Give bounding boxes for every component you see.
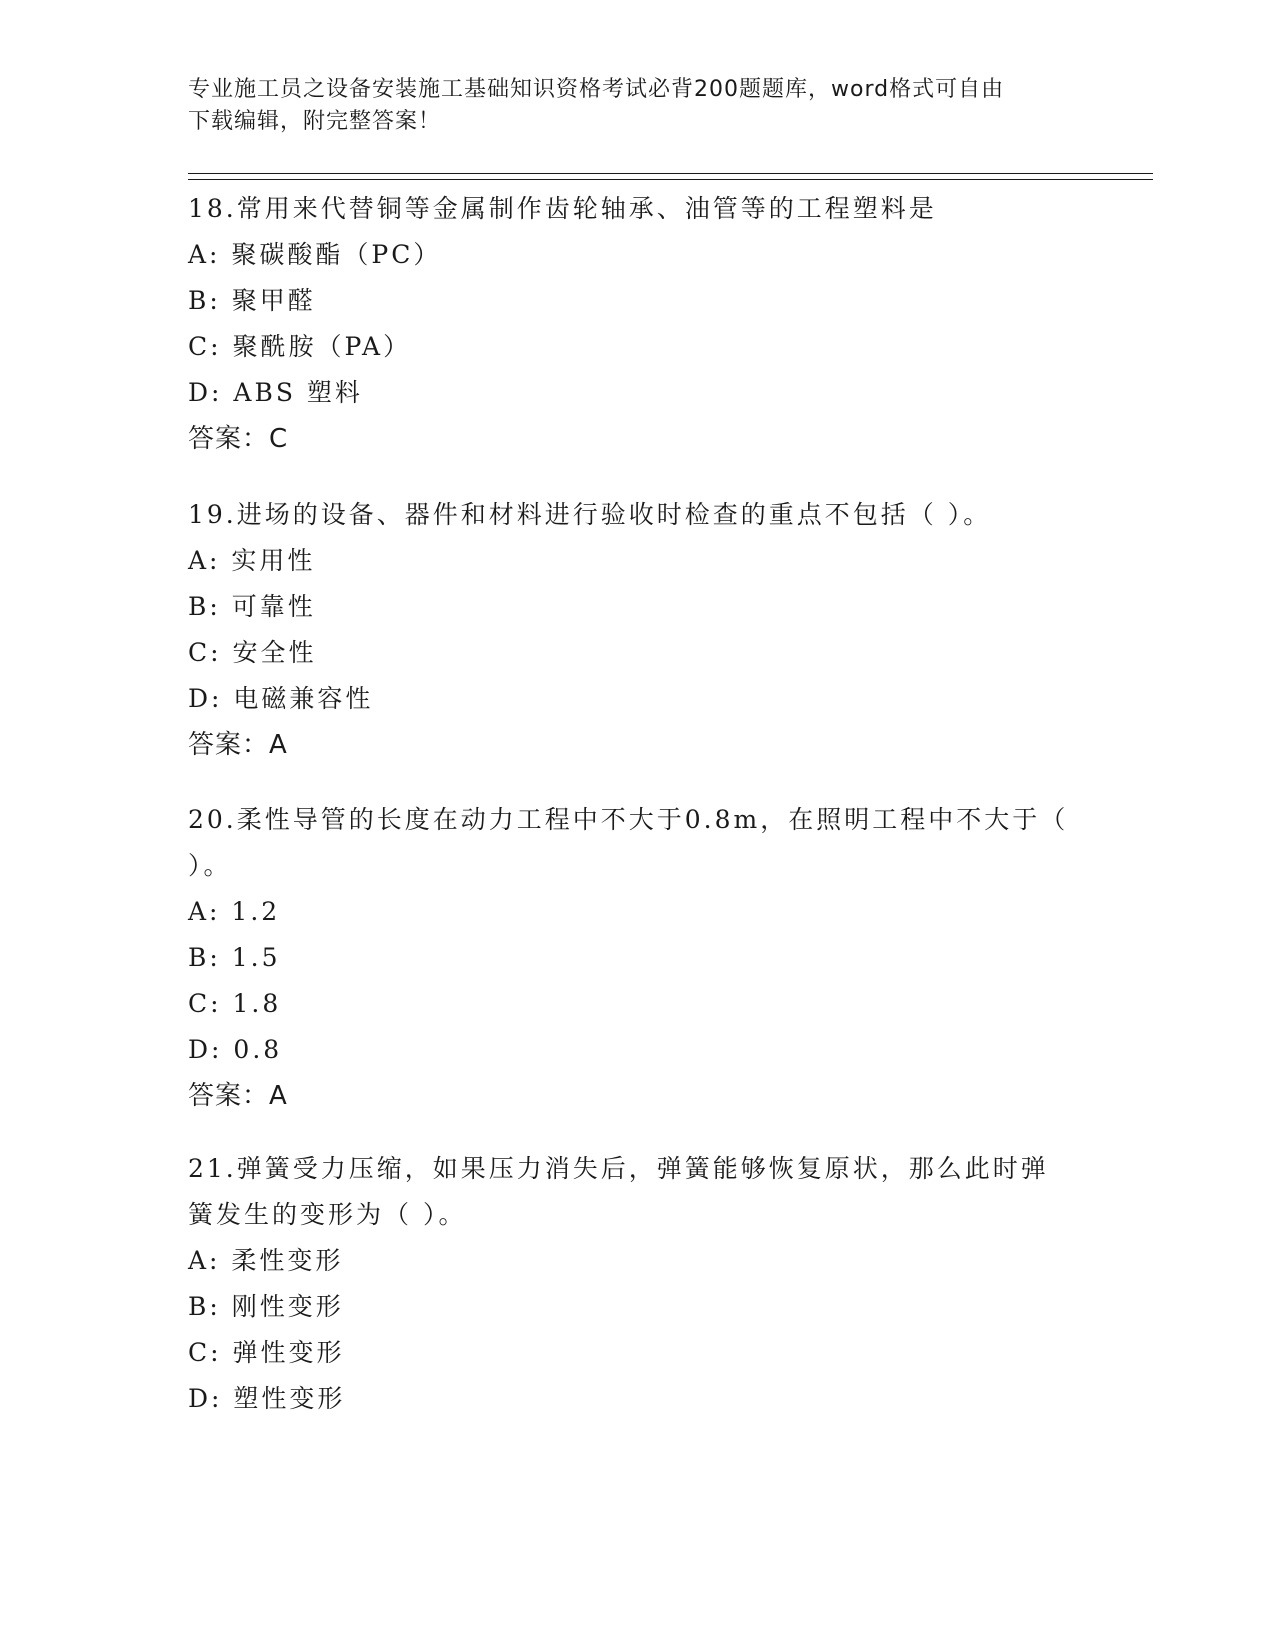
answer: 答案：C bbox=[188, 424, 289, 454]
header-divider-bottom bbox=[188, 179, 1153, 180]
option-c: C: 弹性变形 bbox=[188, 1338, 345, 1367]
option-b: B: 聚甲醛 bbox=[188, 286, 316, 315]
question-19 bbox=[188, 492, 1088, 768]
answer: 答案：A bbox=[188, 730, 288, 760]
option-d: D: 电磁兼容性 bbox=[188, 684, 374, 713]
option-a: A: 实用性 bbox=[188, 546, 316, 575]
option-d: D: 塑性变形 bbox=[188, 1384, 346, 1413]
header-line-2: 下载编辑，附完整答案！ bbox=[188, 109, 442, 134]
option-b: B: 可靠性 bbox=[188, 592, 316, 621]
option-a: A: 1.2 bbox=[188, 897, 281, 926]
question-stem: 18.常用来代替铜等金属制作齿轮轴承、油管等的工程塑料是 bbox=[188, 194, 937, 223]
question-stem-line-1: 20.柔性导管的长度在动力工程中不大于0.8m，在照明工程中不大于（ bbox=[188, 805, 1069, 834]
option-a: A: 聚碳酸酯（PC） bbox=[188, 240, 442, 269]
option-c: C: 安全性 bbox=[188, 638, 317, 667]
answer: 答案：A bbox=[188, 1081, 288, 1111]
question-20 bbox=[188, 797, 1088, 1119]
option-a: A: 柔性变形 bbox=[188, 1246, 344, 1275]
question-18 bbox=[188, 186, 1088, 462]
question-21 bbox=[188, 1146, 1088, 1422]
option-b: B: 1.5 bbox=[188, 943, 281, 972]
option-c: C: 1.8 bbox=[188, 989, 282, 1018]
header-divider-top bbox=[188, 173, 1153, 174]
header-line-1: 专业施工员之设备安装施工基础知识资格考试必背200题题库，word格式可自由 bbox=[188, 77, 1005, 102]
question-stem-line-2: ）。 bbox=[188, 851, 232, 880]
question-stem-line-2: 簧发生的变形为（ ）。 bbox=[188, 1200, 467, 1229]
option-d: D: 0.8 bbox=[188, 1035, 283, 1064]
question-stem-line-1: 21.弹簧受力压缩，如果压力消失后，弹簧能够恢复原状，那么此时弹 bbox=[188, 1154, 1049, 1183]
option-d: D: ABS 塑料 bbox=[188, 378, 363, 407]
document-header bbox=[188, 74, 1088, 138]
option-c: C: 聚酰胺（PA） bbox=[188, 332, 412, 361]
question-stem: 19.进场的设备、器件和材料进行验收时检查的重点不包括（ ）。 bbox=[188, 500, 992, 529]
option-b: B: 刚性变形 bbox=[188, 1292, 344, 1321]
